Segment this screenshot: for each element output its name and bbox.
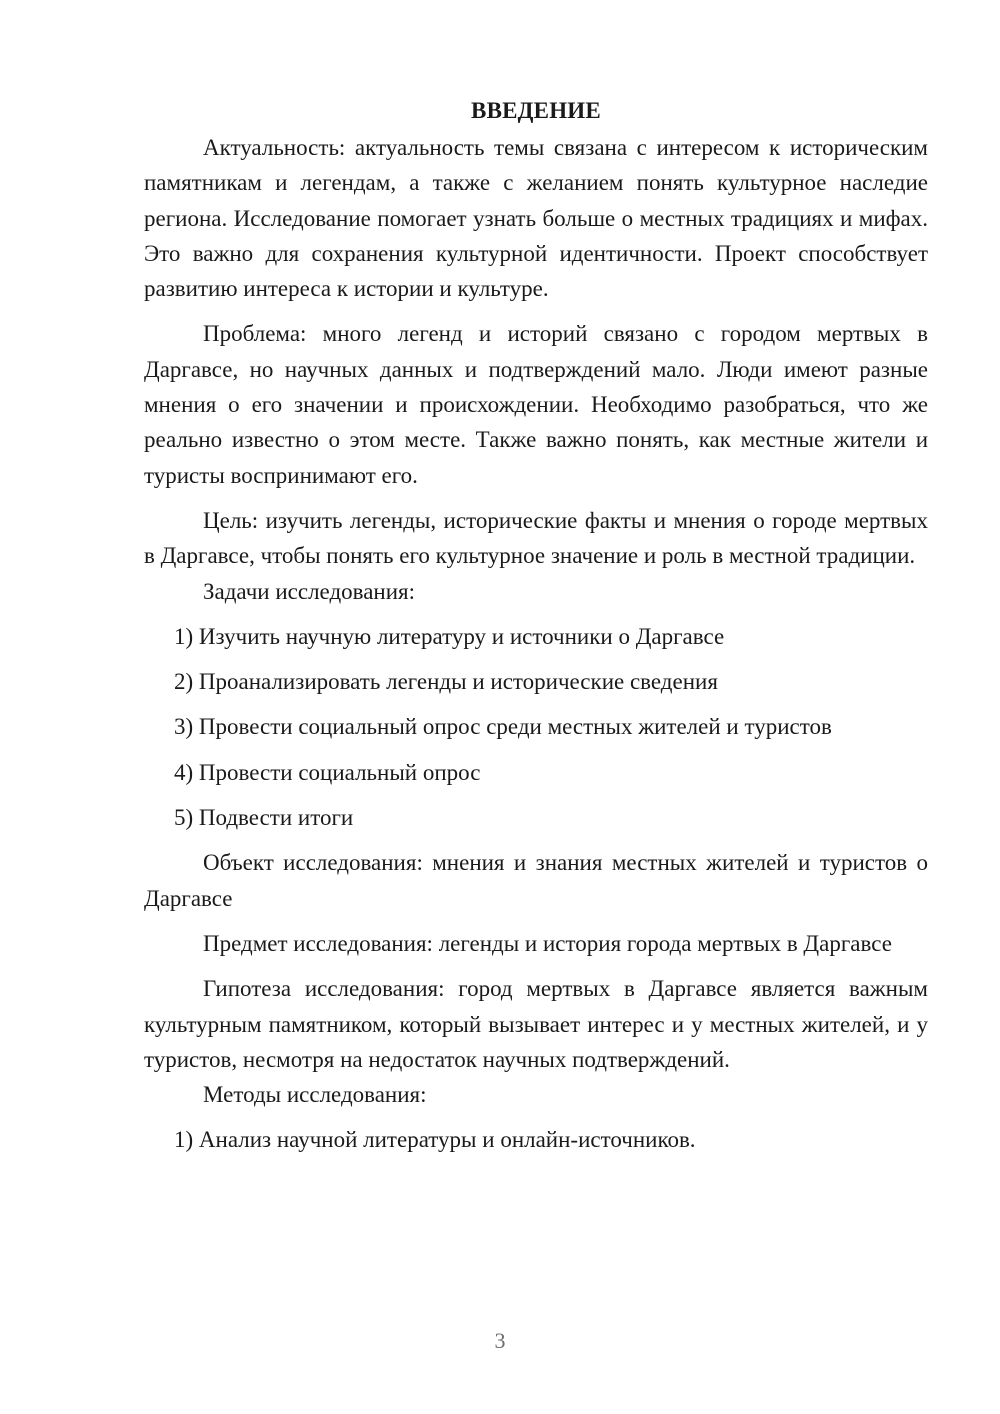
page-number: 3 xyxy=(494,1328,506,1353)
page-title: ВВЕДЕНИЕ xyxy=(471,98,601,123)
tasks-heading: Задачи исследования: xyxy=(203,578,416,604)
object-paragraph: Объект исследования: мнения и знания местных жителей и туристов о Даргавсе xyxy=(144,850,928,911)
actuality-paragraph: Актуальность: актуальность темы связана с интересом к историческим памятникам и легендам, а также с желанием понять культурное наследие региона. Исследование помогает узнать больше о местных традициях и мифах. Это важно для сохранения культурной идентичности. Проект способствует развитию интереса к истории и культуре. xyxy=(144,135,928,302)
task-item-2: 2) Проанализировать легенды и исторические сведения xyxy=(174,669,718,695)
document-page xyxy=(144,96,928,1158)
goal-paragraph: Цель: изучить легенды, исторические факты и мнения о городе мертвых в Даргавсе, чтобы понять его культурное значение и роль в местной традиции. xyxy=(144,507,928,569)
method-item-1: 1) Анализ научной литературы и онлайн-источников. xyxy=(174,1127,696,1153)
task-item-5: 5) Подвести итоги xyxy=(174,805,354,831)
task-item-3: 3) Провести социальный опрос среди местных жителей и туристов xyxy=(174,714,832,740)
problem-paragraph: Проблема: много легенд и историй связано с городом мертвых в Даргавсе, но научных данных и подтверждений мало. Люди имеют разные мнения о его значении и происхождении. Необходимо разобраться, что же реально известно о этом месте. Также важно понять, как местные жители и туристы воспринимают его. xyxy=(144,321,928,488)
task-item-1: 1) Изучить научную литературу и источники о Даргавсе xyxy=(174,623,725,649)
task-item-4: 4) Провести социальный опрос xyxy=(174,759,481,785)
methods-heading: Методы исследования: xyxy=(203,1082,427,1108)
hypothesis-paragraph: Гипотеза исследования: город мертвых в Даргавсе является важным культурным памятником, который вызывает интерес и у местных жителей, и у туристов, несмотря на недостаток научных подтверждений. xyxy=(144,976,928,1072)
subject-paragraph: Предмет исследования: легенды и история города мертвых в Даргавсе xyxy=(203,930,892,956)
